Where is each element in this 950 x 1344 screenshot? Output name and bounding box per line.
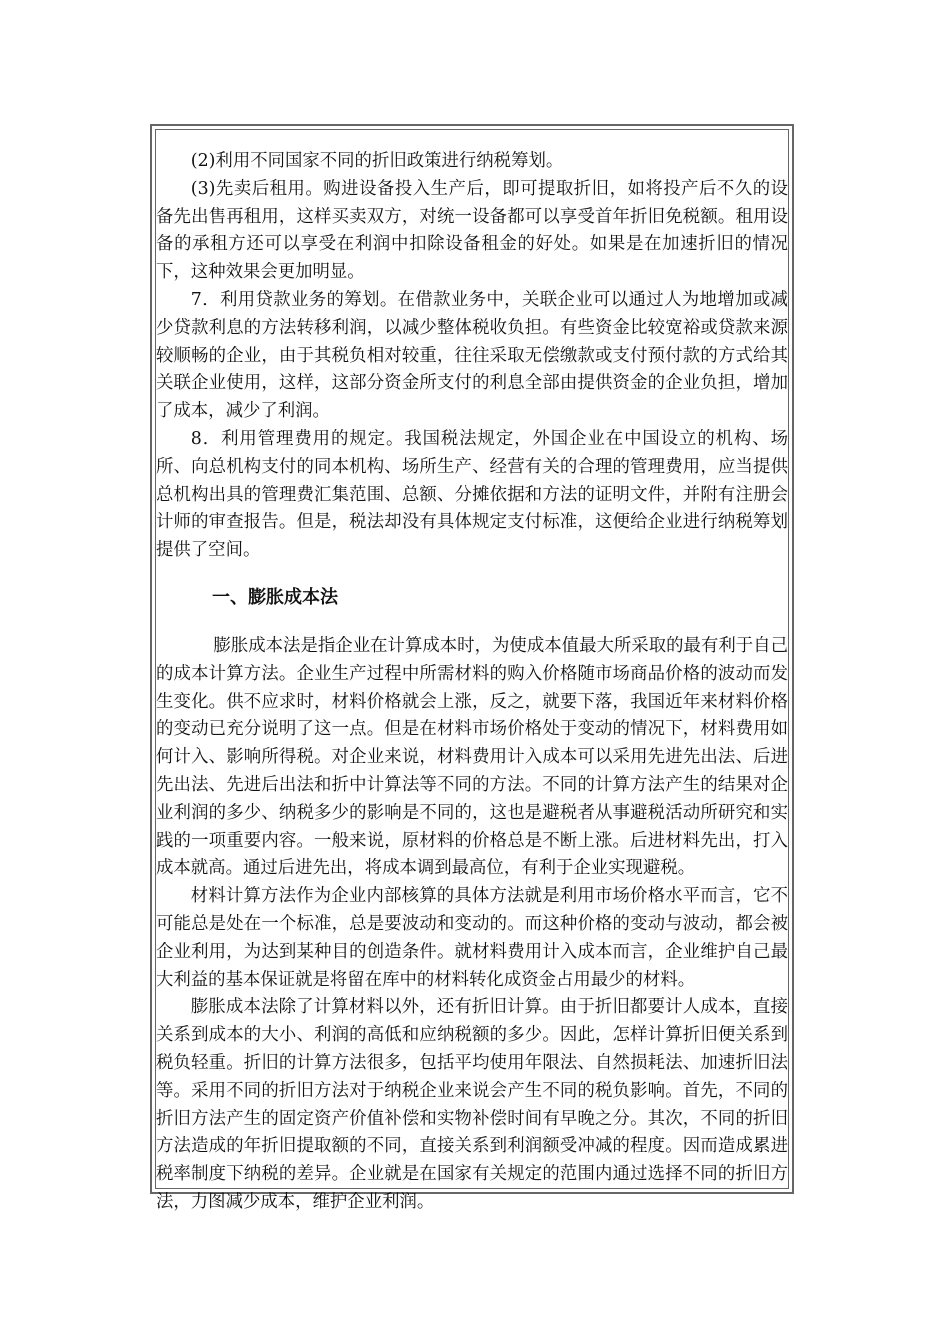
section-heading: 一、膨胀成本法 [212, 586, 338, 608]
paragraph-depreciation-calculation: 膨胀成本法除了计算材料以外，还有折旧计算。由于折旧都要计人成本，直接关系到成本的大小、利润的高低和应纳税额的多少。因此，怎样计算折旧便关系到税负轻重。折旧的计算方法很多，包括平均使用年限法、自然损耗法、加速折旧法等。采用不同的折旧方法对于纳税企业来说会产生不同的税负影响。首先，不同的折旧方法产生的固定资产价值补偿和实物补偿时间有早晚之分。其次，不同的折旧方法造成的年折旧提取额的不同，直接关系到利润额受冲减的程度。因而造成累进税率制度下纳税的差异。企业就是在国家有关规定的范围内通过选择不同的折旧方法，力图减少成本，维护企业利润。 [156, 997, 788, 1212]
document-frame [150, 124, 794, 1212]
paragraph-inflated-cost-definition: 膨胀成本法是指企业在计算成本时，为使成本值最大所采取的最有利于自己的成本计算方法。企业生产过程中所需材料的购入价格随市场商品价格的波动而发生变化。供不应求时，材料价格就会上涨，反之，就要下落，我国近年来材料价格的变动已充分说明了这一点。但是在材料市场价格处于变动的情况下，材料费用如何计入、影响所得税。对企业来说，材料费用计入成本可以采用先进先出法、后进先出法、先进后出法和折中计算法等不同的方法。不同的计算方法产生的结果对企业利润的多少、纳税多少的影响是不同的，这也是避税者从事避税活动所研究和实践的一项重要内容。一般来说，原材料的价格总是不断上涨。后进材料先出，打入成本就高。通过后进先出，将成本调到最高位，有利于企业实现避税。 [156, 635, 788, 879]
paragraph-depreciation-policy: (2)利用不同国家不同的折旧政策进行纳税筹划。 [190, 151, 564, 171]
paragraph-management-fee: 8．利用管理费用的规定。我国税法规定，外国企业在中国设立的机构、场所、向总机构支付的同本机构、场所生产、经营有关的合理的管理费用，应当提供总机构出具的管理费汇集范围、总额、分摊依据和方法的证明文件，并附有注册会计师的审查报告。但是，税法却没有具体规定支付标准，这便给企业进行纳税筹划提供了空间。 [156, 428, 788, 561]
paragraph-loan-planning: 7．利用贷款业务的筹划。在借款业务中，关联企业可以通过人为地增加或减少贷款利息的方法转移利润，以减少整体税收负担。有些资金比较宽裕或贷款来源较顺畅的企业，由于其税负相对较重，往往采取无偿缴款或支付预付款的方式给其关联企业使用，这样，这部分资金所支付的利息全部由提供资金的企业负担，增加了成本，减少了利润。 [156, 289, 788, 422]
document-body [156, 148, 788, 1217]
paragraph-sale-leaseback: (3)先卖后租用。购进设备投入生产后，即可提取折旧，如将投产后不久的设备先出售再租用，这样买卖双方，对统一设备都可以享受首年折旧免税额。租用设备的承租方还可以享受在利润中扣除设备租金的好处。如果是在加速折旧的情况下，这种效果会更加明显。 [156, 178, 788, 283]
paragraph-material-calculation: 材料计算方法作为企业内部核算的具体方法就是利用市场价格水平而言，它不可能总是处在一个标准，总是要波动和变动的。而这种价格的变动与波动，都会被企业利用，为达到某种目的创造条件。就材料费用计入成本而言，企业维护自己最大利益的基本保证就是将留在库中的材料转化成资金占用最少的材料。 [156, 886, 788, 990]
